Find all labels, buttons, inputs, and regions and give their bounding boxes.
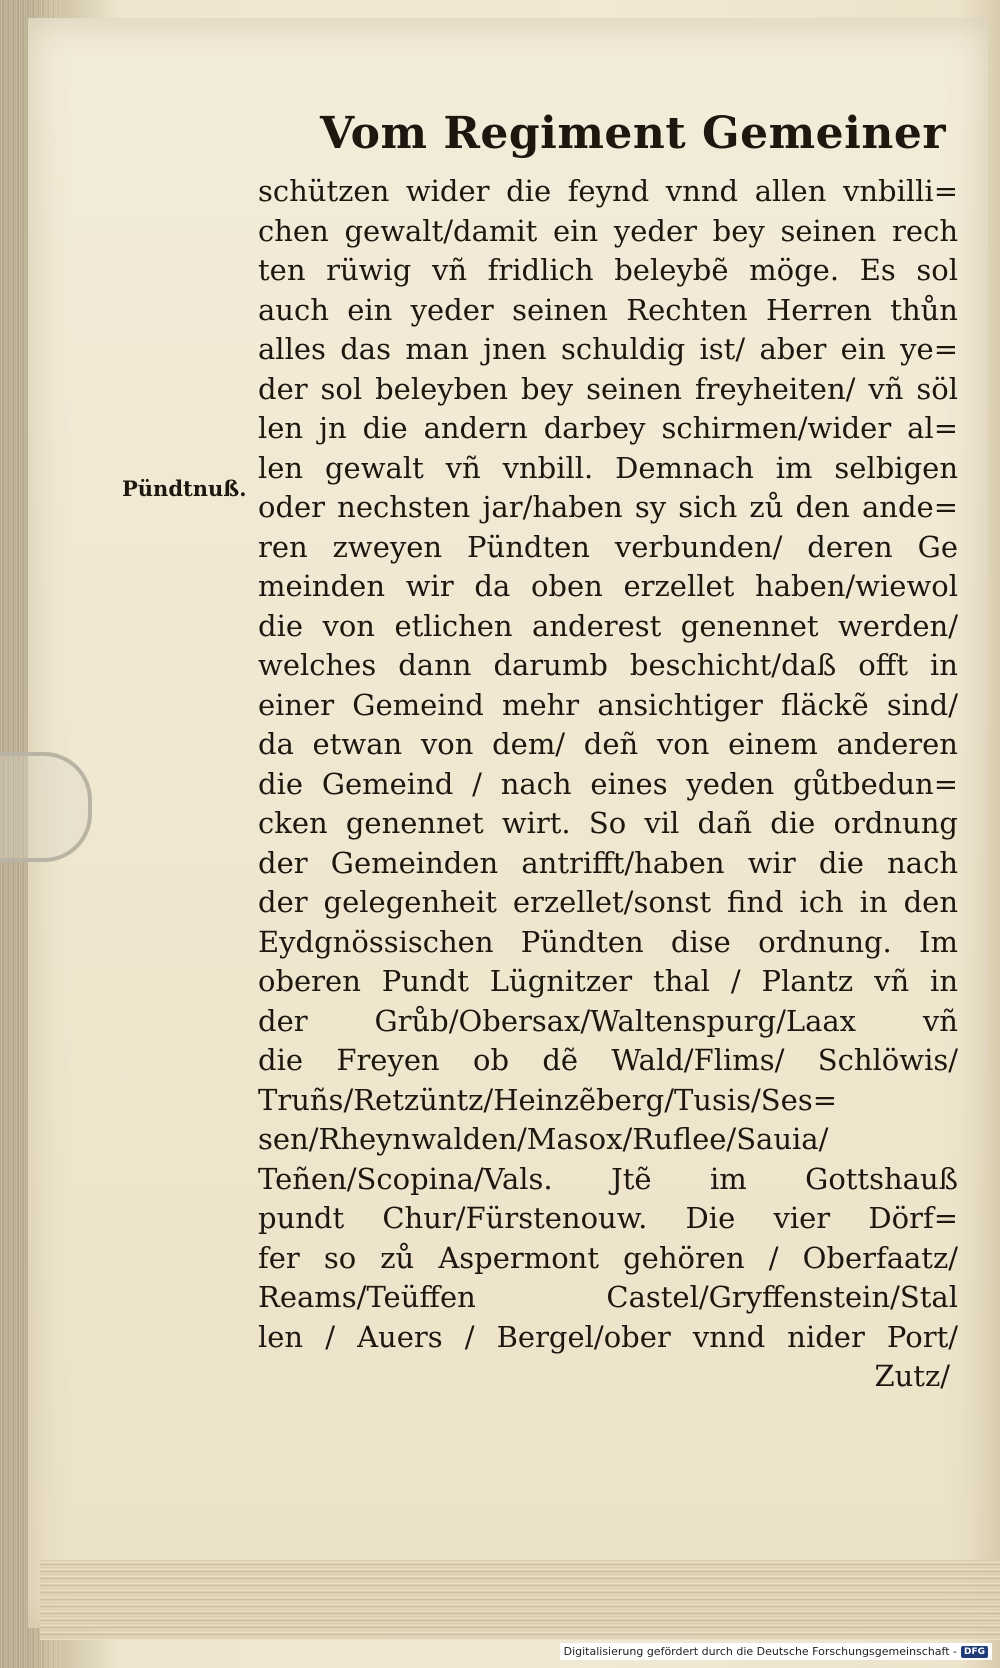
text-line: alles das man jnen schuldig ist/ aber ein ye= xyxy=(258,332,958,366)
text-line: ten rüwig vñ fridlich beleybẽ möge. Es sol xyxy=(258,253,958,287)
digitization-footer xyxy=(560,1643,992,1660)
text-line: der gelegenheit erzellet/sonst find ich in den xyxy=(258,885,958,919)
text-line: die von etlichen anderest genennet werden/ xyxy=(258,608,958,643)
text-line: die Freyen ob dẽ Wald/Flims/ Schlöwis/ xyxy=(258,1043,958,1077)
text-line: der Grůb/Obersax/Waltenspurg/Laax vñ xyxy=(258,1003,958,1038)
text-line: Teñen/Scopina/Vals. Jtẽ im Gottshauß xyxy=(258,1161,958,1196)
text-line: Reams/Teüffen Castel/Gryffenstein/Stal xyxy=(258,1280,958,1314)
running-header: Vom Regiment Gemeiner xyxy=(320,108,947,159)
text-line: meinden wir da oben erzellet haben/wiewol xyxy=(258,569,958,603)
text-line: Eydgnössischen Pündten dise ordnung. Im xyxy=(258,924,958,959)
text-line: der Gemeinden antrifft/haben wir die nach xyxy=(258,845,958,880)
body-text xyxy=(258,172,958,1397)
text-line: Zutz/ xyxy=(874,1359,950,1393)
text-line: der sol beleyben bey seinen freyheiten/ vñ söl xyxy=(258,371,958,406)
text-line: len gewalt vñ vnbill. Demnach im selbigen xyxy=(258,450,958,485)
text-line: da etwan von dem/ deñ von einem anderen xyxy=(258,727,958,761)
text-line: cken genennet wirt. So vil dañ die ordnung xyxy=(258,806,958,840)
text-line: schützen wider die feynd vnnd allen vnbilli= xyxy=(258,174,958,208)
text-line: pundt Chur/Fürstenouw. Die vier Dörf= xyxy=(258,1201,958,1235)
text-line: Truñs/Retzüntz/Heinzẽberg/Tusis/Ses= xyxy=(258,1082,838,1117)
text-line: einer Gemeind mehr ansichtiger fläckẽ sind/ xyxy=(258,687,958,722)
footer-text: Digitalisierung gefördert durch die Deutsche Forschungsgemeinschaft - xyxy=(563,1645,957,1658)
dfg-logo-icon: DFG xyxy=(961,1646,988,1658)
margin-note: Pündtnuß. xyxy=(122,476,247,501)
text-line: ren zweyen Pündten verbunden/ deren Ge xyxy=(258,529,958,564)
text-line: welches dann darumb beschicht/daß offt in xyxy=(258,648,958,682)
text-line: len / Auers / Bergel/ober vnnd nider Port/ xyxy=(258,1319,958,1354)
text-line: die Gemeind / nach eines yeden gůtbedun= xyxy=(258,766,958,801)
text-line: len jn die andern darbey schirmen/wider al= xyxy=(258,411,958,445)
text-line: sen/Rheynwalden/Masox/Ruflee/Sauia/ xyxy=(258,1122,829,1156)
text-line: oberen Pundt Lügnitzer thal / Plantz vñ in xyxy=(258,964,958,998)
text-line: oder nechsten jar/haben sy sich zů den ande= xyxy=(258,490,958,524)
page-clip xyxy=(0,752,92,862)
text-line: chen gewalt/damit ein yeder bey seinen rech xyxy=(258,213,958,248)
book-page-edges-bottom xyxy=(40,1560,1000,1640)
text-line: fer so zů Aspermont gehören / Oberfaatz/ xyxy=(258,1240,958,1275)
text-line: auch ein yeder seinen Rechten Herren thůn xyxy=(258,292,958,327)
